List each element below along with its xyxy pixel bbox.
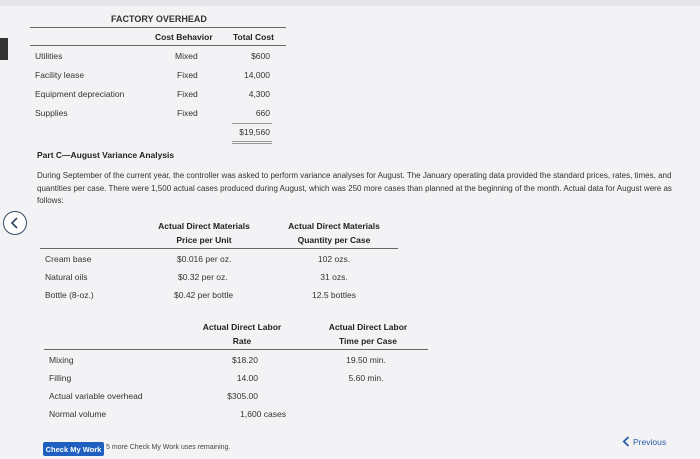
overhead-behavior: Mixed — [175, 51, 198, 61]
remaining-uses-text: 5 more Check My Work uses remaining. — [106, 444, 231, 451]
labor-item: Normal volume — [49, 409, 107, 419]
chevron-left-icon — [9, 217, 21, 229]
materials-price: $0.016 per oz. — [177, 254, 232, 264]
materials-item: Bottle (8-oz.) — [45, 290, 94, 300]
overhead-sum-rule — [232, 123, 272, 124]
top-strip — [0, 0, 700, 6]
overhead-col-behavior: Cost Behavior — [155, 32, 213, 42]
partc-paragraph: During September of the current year, the controller was asked to perform variance analyses for August. The January operating data provided the standard prices, rates, times, and quantities per case. There were 1,500 actual cases produced during August, which was 250 more cases than planned at the beginning of the month. Actual data for August were as follows: — [37, 171, 672, 205]
overhead-item: Utilities — [35, 51, 63, 61]
materials-col2-line2: Quantity per Case — [297, 235, 371, 245]
chevron-left-icon — [622, 436, 630, 447]
labor-col1-line1: Actual Direct Labor — [202, 322, 282, 332]
labor-item: Filling — [49, 373, 72, 383]
overhead-total-rule-1 — [232, 141, 272, 142]
labor-item: Mixing — [49, 355, 74, 365]
materials-qty: 31 ozs. — [320, 272, 348, 282]
labor-col1-line2: Rate — [232, 336, 252, 346]
overhead-behavior: Fixed — [177, 108, 198, 118]
overhead-item: Facility lease — [35, 70, 85, 80]
previous-label: Previous — [633, 436, 667, 447]
back-button[interactable] — [3, 211, 27, 235]
materials-header-rule — [40, 248, 398, 249]
materials-qty: 12.5 bottles — [312, 290, 356, 300]
labor-rate: 1,600 cases — [240, 409, 286, 419]
labor-col2-line2: Time per Case — [339, 336, 397, 346]
overhead-cost: 14,000 — [244, 70, 270, 80]
materials-col2-line1: Actual Direct Materials — [288, 221, 380, 231]
overhead-behavior: Fixed — [177, 70, 198, 80]
overhead-cost: 4,300 — [248, 89, 270, 99]
overhead-top-rule — [30, 27, 286, 28]
materials-price: $0.32 per oz. — [178, 272, 228, 282]
materials-qty: 102 ozs. — [317, 254, 351, 264]
labor-header-rule — [44, 349, 428, 350]
overhead-title: FACTORY OVERHEAD — [111, 14, 207, 24]
materials-item: Cream base — [45, 254, 92, 264]
overhead-total: $19,560 — [239, 127, 270, 137]
labor-col2-line1: Actual Direct Labor — [328, 322, 408, 332]
overhead-cost: 660 — [255, 108, 270, 118]
overhead-item: Equipment depreciation — [35, 89, 125, 99]
materials-col1-line1: Actual Direct Materials — [158, 221, 250, 231]
labor-rate: $18.20 — [232, 355, 258, 365]
labor-rate: $305.00 — [227, 391, 258, 401]
check-my-work-button[interactable]: Check My Work — [43, 442, 104, 456]
overhead-behavior: Fixed — [177, 89, 198, 99]
left-marker — [0, 38, 8, 60]
labor-time: 19.50 min. — [346, 355, 386, 365]
partc-heading: Part C—August Variance Analysis — [37, 150, 175, 160]
materials-col1-line2: Price per Unit — [176, 235, 232, 245]
materials-item: Natural oils — [45, 272, 88, 282]
materials-price: $0.42 per bottle — [174, 290, 234, 300]
labor-time: 5.60 min. — [348, 373, 384, 383]
overhead-header-rule — [30, 45, 286, 46]
previous-button[interactable] — [622, 436, 666, 447]
labor-item: Actual variable overhead — [49, 391, 143, 401]
overhead-item: Supplies — [35, 108, 68, 118]
overhead-col-total: Total Cost — [233, 32, 274, 42]
overhead-total-rule-2 — [232, 143, 272, 144]
overhead-cost: $600 — [251, 51, 270, 61]
labor-rate: 14.00 — [236, 373, 258, 383]
